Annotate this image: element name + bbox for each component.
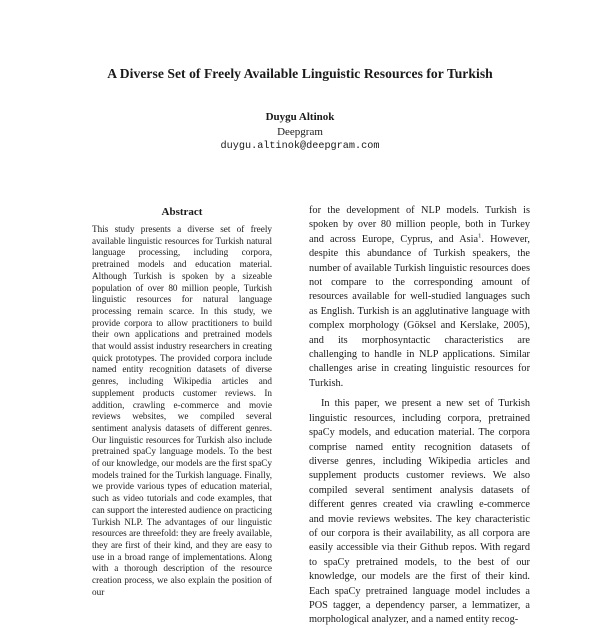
paragraph-1-text-end: . However, despite this abundance of Turkish speakers, the number of available Turkish linguistic resources does not compare to the corresponding amount of resources available for well-studied languages such as English. Turkish is an agglutinative language with complex morphology (Göksel and Kerslake, 2005), and its morphosyntactic characteristics are challenging to handle in NLP applications. Similar challenges arise in creating linguistic resources for Turkish. xyxy=(309,233,530,389)
author-name: Duygu Altinok xyxy=(265,111,335,123)
paper-title: A Diverse Set of Freely Available Linguistic Resources for Turkish xyxy=(107,66,493,81)
author-email: duygu.altinok@deepgram.com xyxy=(220,141,380,152)
body-column-right xyxy=(309,204,530,628)
abstract-text: This study presents a diverse set of freely available linguistic resources for Turkish natural language processing, including corpora, pretrained models and education material. Although Turkish is spoken by a sizeable population of over 80 million people, Turkish linguistic resources for natural language processing remain scarce. In this study, we provide corpora to allow practitioners to build their own applications and pretrained models that would assist industry researchers in creating quick prototypes. The provided corpora include named entity recognition datasets of diverse genres, including Wikipedia articles and supplement products customer reviews. In addition, crawling e-commerce and movie reviews websites, we compiled several sentiment analysis datasets of different genres. Our linguistic resources for Turkish also include pretrained spaCy language models. To the best of our knowledge, our models are the first spaCy models trained for the Turkish language. Finally, we provide various types of education material, such as video tutorials and code examples, that can support the interested audience on practicing Turkish NLP. The advantages of our linguistic resources are threefold: they are freely available, they are first of their kind, and they are easy to use in a broad range of implementations. Along with a thorough description of the resource creation process, we also explain the position of our xyxy=(92,224,272,597)
abstract-heading: Abstract xyxy=(161,206,203,218)
author-affiliation: Deepgram xyxy=(277,126,323,138)
footnote-marker: 1 xyxy=(478,232,482,240)
body-paragraph-1 xyxy=(309,204,530,391)
body-paragraph-2: In this paper, we present a new set of Turkish linguistic resources, including corpora, pretrained spaCy models, and education material. The corpora comprise named entity recognition datasets of diverse genres, including Wikipedia articles and supplement products customer reviews. We also compiled several sentiment analysis datasets of different genres created via crawling e-commerce and movie reviews websites. The key characteristic of our corpora is their availability, as all corpora are easily accessible via their Github repos. With regard to spaCy pretrained models, to the best of our knowledge, our models are the first of their kind. Each spaCy pretrained language model includes a POS tagger, a dependency parser, a lemmatizer, a morphological analyzer, and a named entity recog- xyxy=(309,398,530,626)
paragraph-1-text-start: for the development of NLP models. Turkish is spoken by over 80 million people, both in Turkey and across Europe, Cyprus, and Asia xyxy=(309,205,530,245)
